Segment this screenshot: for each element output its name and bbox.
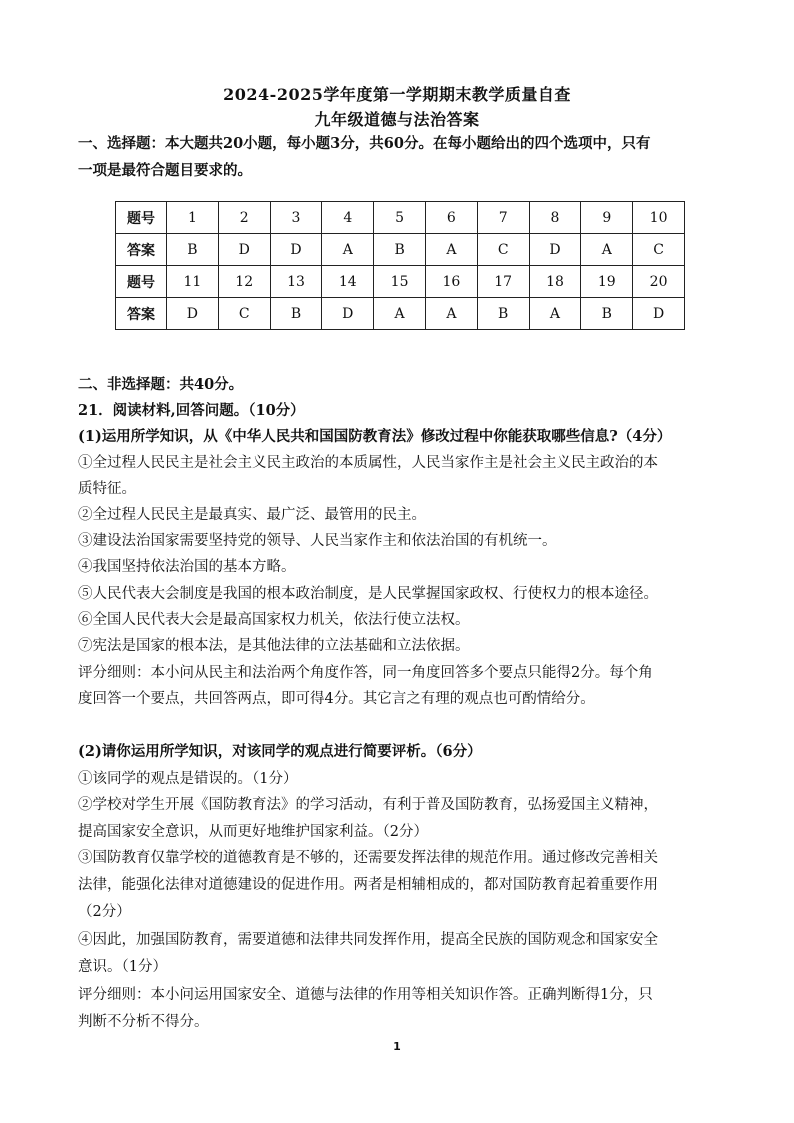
solution-step-3-cont: 法律，能强化法律对道德建设的促进作用。两者是相辅相成的，都对国防教育起着重要作用 bbox=[78, 877, 658, 893]
scoring-rubric-2: 评分细则：本小问运用国家安全、道德与法律的作用等相关知识作答。正确判断得1分，只 bbox=[78, 987, 653, 1003]
question-21-1-prompt: (1)运用所学知识，从《中华人民共和国国防教育法》修改过程中你能获取哪些信息?（4分） bbox=[78, 428, 672, 445]
answer-point-1: ①全过程人民民主是社会主义民主政治的本质属性，人民当家作主是社会主义民主政治的本 bbox=[78, 455, 658, 471]
scoring-rubric-2-cont: 判断不分析不得分。 bbox=[78, 1014, 209, 1030]
doc-subtitle: 九年级道德与法治答案 bbox=[314, 110, 480, 129]
answer-row bbox=[116, 298, 685, 330]
table-cell: A bbox=[425, 234, 477, 266]
table-cell: 19 bbox=[581, 266, 633, 298]
solution-step-4-cont: 意识。（1分） bbox=[78, 959, 167, 975]
answer-point-4: ④我国坚持依法治国的基本方略。 bbox=[78, 559, 296, 575]
table-cell: D bbox=[633, 298, 685, 330]
table-row-label: 题号 bbox=[116, 266, 167, 298]
solution-step-1: ①该同学的观点是错误的。（1分） bbox=[78, 771, 298, 787]
table-cell: 12 bbox=[218, 266, 270, 298]
table-cell: D bbox=[167, 298, 219, 330]
scoring-rubric-1: 评分细则：本小问从民主和法治两个角度作答，同一角度回答多个要点只能得2分。每个角 bbox=[78, 665, 653, 681]
table-cell: 16 bbox=[425, 266, 477, 298]
section1-heading-cont: 一项是最符合题目要求的。 bbox=[78, 162, 252, 179]
scoring-rubric-1-cont: 度回答一个要点，共回答两点，即可得4分。其它言之有理的观点也可酌情给分。 bbox=[78, 691, 595, 707]
table-cell: 4 bbox=[322, 202, 374, 234]
table-row-label: 答案 bbox=[116, 298, 167, 330]
table-cell: D bbox=[270, 234, 322, 266]
question-number-row bbox=[116, 266, 685, 298]
answer-row bbox=[116, 234, 685, 266]
answer-point-1-cont: 质特征。 bbox=[78, 481, 136, 497]
table-cell: 14 bbox=[322, 266, 374, 298]
table-cell: 2 bbox=[218, 202, 270, 234]
table-cell: D bbox=[322, 298, 374, 330]
table-cell: 11 bbox=[167, 266, 219, 298]
table-cell: A bbox=[425, 298, 477, 330]
section2-heading: 二、非选择题：共40分。 bbox=[78, 376, 244, 393]
solution-step-2: ②学校对学生开展《国防教育法》的学习活动，有利于普及国防教育，弘扬爱国主义精神， bbox=[78, 797, 658, 813]
table-cell: A bbox=[322, 234, 374, 266]
answer-table bbox=[115, 201, 685, 330]
answer-point-7: ⑦宪法是国家的根本法，是其他法律的立法基础和立法依据。 bbox=[78, 638, 470, 654]
doc-title: 2024-2025学年度第一学期期末教学质量自查 bbox=[223, 85, 571, 104]
page-number: 1 bbox=[393, 1040, 401, 1053]
table-cell: 5 bbox=[374, 202, 426, 234]
answer-point-3: ③建设法治国家需要坚持党的领导、人民当家作主和依法治国的有机统一。 bbox=[78, 533, 557, 549]
solution-step-3: ③国防教育仅靠学校的道德教育是不够的，还需要发挥法律的规范作用。通过修改完善相关 bbox=[78, 850, 658, 866]
answer-point-5: ⑤人民代表大会制度是我国的根本政治制度，是人民掌握国家政权、行使权力的根本途径。 bbox=[78, 586, 658, 602]
table-cell: D bbox=[529, 234, 581, 266]
table-cell: B bbox=[167, 234, 219, 266]
table-cell: 9 bbox=[581, 202, 633, 234]
question-number-row bbox=[116, 202, 685, 234]
table-cell: 15 bbox=[374, 266, 426, 298]
table-row-label: 题号 bbox=[116, 202, 167, 234]
table-cell: B bbox=[374, 234, 426, 266]
table-cell: 18 bbox=[529, 266, 581, 298]
table-cell: C bbox=[633, 234, 685, 266]
table-cell: 7 bbox=[477, 202, 529, 234]
table-cell: 6 bbox=[425, 202, 477, 234]
table-cell: B bbox=[581, 298, 633, 330]
table-cell: 3 bbox=[270, 202, 322, 234]
table-cell: 10 bbox=[633, 202, 685, 234]
answer-point-6: ⑥全国人民代表大会是最高国家权力机关，依法行使立法权。 bbox=[78, 612, 470, 628]
table-cell: A bbox=[581, 234, 633, 266]
solution-step-3-score: （2分） bbox=[78, 904, 131, 920]
table-cell: A bbox=[374, 298, 426, 330]
table-cell: A bbox=[529, 298, 581, 330]
table-cell: 13 bbox=[270, 266, 322, 298]
answer-point-2: ②全过程人民民主是最真实、最广泛、最管用的民主。 bbox=[78, 507, 426, 523]
table-row-label: 答案 bbox=[116, 234, 167, 266]
table-cell: 8 bbox=[529, 202, 581, 234]
table-cell: C bbox=[477, 234, 529, 266]
question-21-2-prompt: (2)请你运用所学知识，对该同学的观点进行简要评析。（6分） bbox=[78, 743, 482, 760]
table-cell: 17 bbox=[477, 266, 529, 298]
table-cell: 1 bbox=[167, 202, 219, 234]
table-cell: B bbox=[477, 298, 529, 330]
section1-heading: 一、选择题：本大题共20小题，每小题3分，共60分。在每小题给出的四个选项中，只有 bbox=[78, 135, 651, 152]
table-cell: D bbox=[218, 234, 270, 266]
question-21-heading: 21．阅读材料,回答问题。（10分） bbox=[78, 402, 305, 419]
table-cell: C bbox=[218, 298, 270, 330]
solution-step-2-cont: 提高国家安全意识，从而更好地维护国家利益。（2分） bbox=[78, 824, 428, 840]
table-cell: 20 bbox=[633, 266, 685, 298]
table-cell: B bbox=[270, 298, 322, 330]
solution-step-4: ④因此，加强国防教育，需要道德和法律共同发挥作用，提高全民族的国防观念和国家安全 bbox=[78, 932, 658, 948]
